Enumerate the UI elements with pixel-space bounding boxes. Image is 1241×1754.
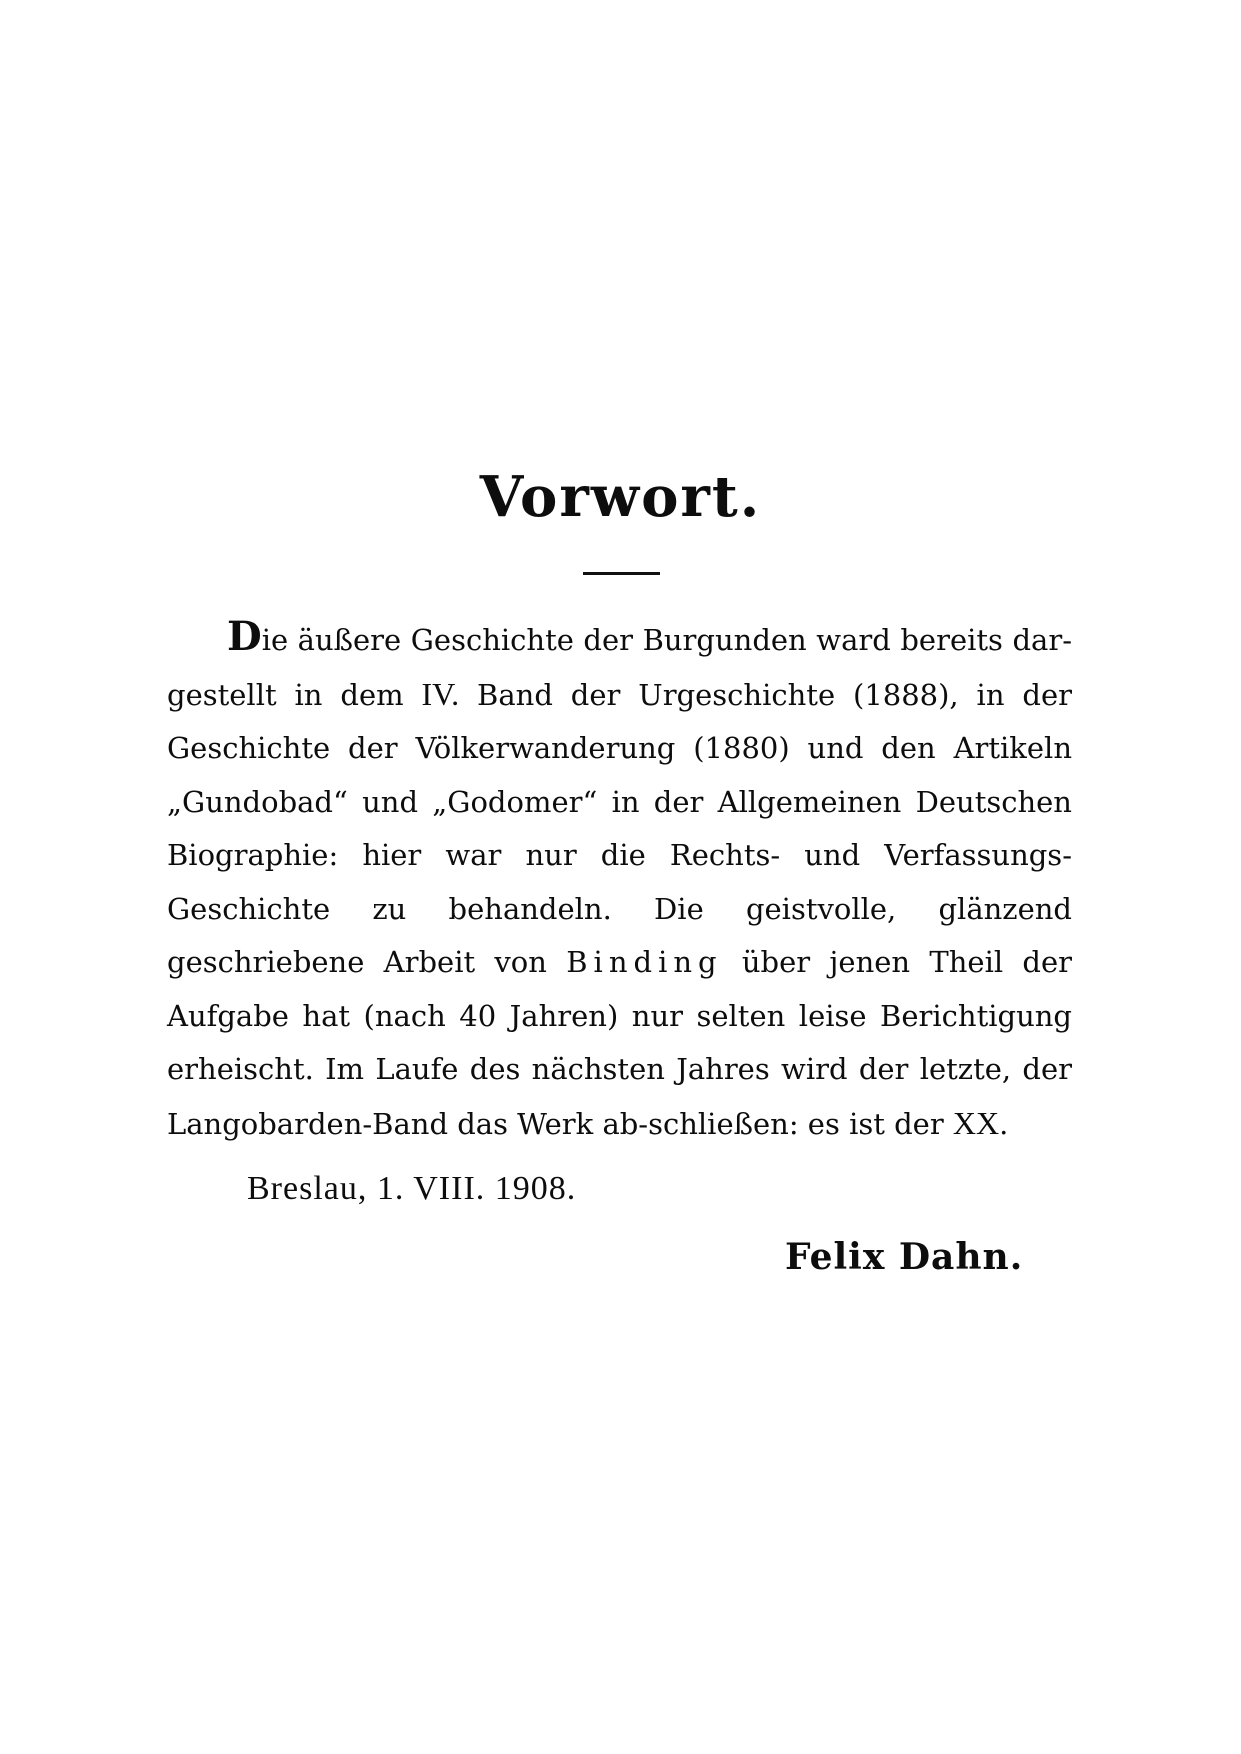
paragraph-text-3: über jenen Theil der Aufgabe hat (nach 40 Jahren) nur selten leise Berichtigung erheischt. Im Laufe des nächsten Jahres wird der letzte, der Langobarden-Band das Werk ab-schließen: es ist der bbox=[167, 945, 1073, 1141]
title-divider bbox=[583, 572, 660, 575]
volume-number-xx: XX bbox=[952, 1104, 1000, 1141]
drop-cap-initial: D bbox=[227, 613, 262, 660]
preface-paragraph bbox=[167, 614, 1072, 1151]
paragraph-text-4: . bbox=[999, 1106, 1009, 1141]
author-name-binding: Binding bbox=[566, 945, 723, 979]
paragraph-text-2: Band der Urgeschichte (1888), in der Geschichte der Völkerwanderung (1880) und den Artikeln „Gundobad“ und „Godomer“ in der Allgemeinen Deutschen Biographie: hier war nur die Rechts- und Verfassungs-Geschichte zu behandeln. Die geistvolle, glänzend geschriebene Arbeit von bbox=[167, 677, 1072, 979]
author-signature: Felix Dahn. bbox=[785, 1236, 1024, 1278]
paragraph-text-1: ie äußere Geschichte der Burgunden ward bereits dar-gestellt in dem bbox=[167, 623, 1072, 712]
place-and-date: Breslau, 1. VIII. 1908. bbox=[247, 1170, 577, 1207]
page-title: Vorwort. bbox=[479, 464, 762, 530]
volume-number-iv: IV. bbox=[421, 675, 460, 712]
